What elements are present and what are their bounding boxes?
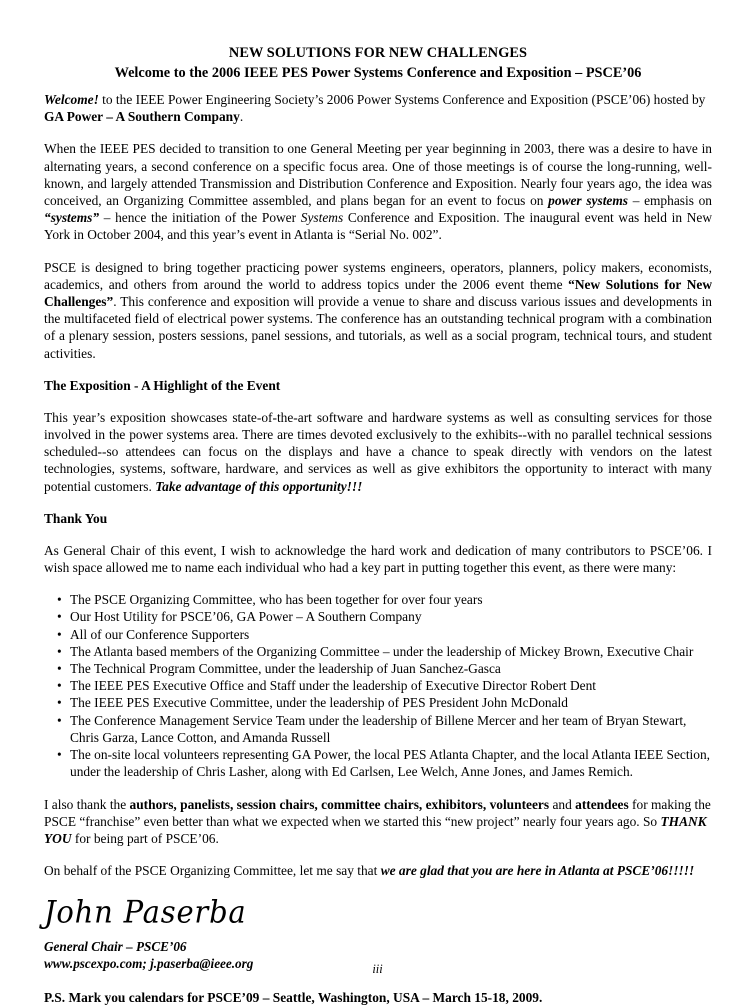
closing-text-c: for making the PSCE “franchise” even better than what we expected when we started this “new project” nearly four years ago. So: [44, 796, 711, 829]
exposition-text-a: This year’s exposition showcases state-of-the-art software and hardware systems as well as consulting services for those involved in the power systems area. There are times devoted exclusively to the exhibits--with no parallel technical sessions scheduled--so attendees can focus on the displays and have a chance to speak directly with vendors on the latest technologies, systems, software, hardware, and services as well as give exhibitors the opportunity to interact with many potential customers.: [44, 409, 712, 494]
welcome-lead: Welcome!: [44, 92, 99, 107]
closing-roles: authors, panelists, session chairs, committee chairs, exhibitors, volunteers: [129, 796, 550, 812]
list-item: • The Technical Program Committee, under the leadership of Juan Sanchez-Gasca: [44, 660, 712, 677]
paragraph-exposition: [44, 409, 712, 495]
heading-thank-you: Thank You: [44, 510, 108, 526]
list-item: • Our Host Utility for PSCE’06, GA Power – A Southern Company: [44, 608, 712, 625]
heading-exposition: The Exposition - A Highlight of the Event: [44, 377, 281, 393]
closing-text-b: and: [549, 796, 576, 812]
purpose-text-b: . This conference and exposition will provide a venue to share and discuss various issues and developments in the multifaceted field of electrical power systems. The conference has an outstanding technical program with a combination of a plenary session, posters sessions, panel sessions, and tutorials, as well as a social program, technical tours, and student activities.: [44, 294, 712, 361]
list-item: • The on-site local volunteers representing GA Power, the local PES Atlanta Chapter, and the local Atlanta IEEE Section, under the leadership of Chris Lasher, along with Ed Carlsen, Lee Welch, Anne Jones, and James Remich.: [44, 746, 712, 780]
paragraph-history: [44, 140, 712, 243]
list-item: • The PSCE Organizing Committee, who has been together for over four years: [44, 591, 712, 608]
list-item: • The Conference Management Service Team under the leadership of Billene Mercer and her team of Bryan Stewart, Chris Garza, Lance Cotton, and Amanda Russell: [44, 712, 712, 746]
history-text-c: – hence the initiation of the Power: [99, 210, 301, 226]
welcome-text-a: to the IEEE Power Engineering Society’s 2006 Power Systems Conference and Exposition (PSCE’06) hosted by: [98, 92, 706, 107]
closing-text-a: I also thank the: [44, 796, 130, 812]
signature-contact: www.pscexpo.com; j.paserba@ieee.org: [44, 955, 254, 971]
page-subtitle: Welcome to the 2006 IEEE PES Power Systems Conference and Exposition – PSCE’06: [114, 64, 642, 81]
paragraph-closing: [44, 796, 712, 848]
exposition-call-to-action: Take advantage of this opportunity!!!: [155, 478, 363, 494]
closing-attendees: attendees: [575, 796, 629, 812]
emphasis-power-systems: power systems: [548, 193, 628, 209]
paragraph-welcome: [44, 91, 712, 125]
history-text-d: Conference and Exposition. The inaugural event was held in New York in October 2004, and this year’s event in Atlanta is “Serial No. 002”.: [44, 210, 713, 243]
page-title: NEW SOLUTIONS FOR NEW CHALLENGES: [228, 45, 528, 61]
signature-role: General Chair – PSCE’06: [44, 939, 187, 955]
list-item: • All of our Conference Supporters: [44, 626, 712, 643]
list-item: • The IEEE PES Executive Office and Staff under the leadership of Executive Director Robert Dent: [44, 677, 712, 694]
paragraph-purpose: [44, 259, 712, 362]
purpose-text-a: PSCE is designed to bring together practicing power systems engineers, operators, planners, policy makers, economists, academics, and others from around the world to address topics under the 2006 event theme: [44, 259, 712, 292]
contributors-list: [44, 591, 712, 780]
emphasis-systems-quoted: “systems”: [44, 210, 100, 226]
behalf-text-a: On behalf of the PSCE Organizing Committee, let me say that: [44, 863, 381, 879]
host-company: GA Power – A Southern Company: [44, 109, 240, 125]
closing-text-d: for being part of PSCE’06.: [71, 830, 219, 846]
list-item: • The IEEE PES Executive Committee, under the leadership of PES President John McDonald: [44, 694, 712, 711]
signature-script: John Paserba: [44, 894, 247, 931]
emphasis-systems-italic: Systems: [300, 210, 344, 226]
paragraph-behalf: [44, 862, 712, 879]
welcome-text-b: .: [239, 109, 244, 125]
document-body: [44, 44, 712, 1006]
paragraph-thanks-intro: As General Chair of this event, I wish to acknowledge the hard work and dedication of many contributors to PSCE’06. I wish space allowed me to name each individual who had a key part in putting together this event, as there were many:: [44, 542, 712, 576]
list-item: • The Atlanta based members of the Organizing Committee – under the leadership of Mickey Brown, Executive Chair: [44, 643, 712, 660]
closing-thank-you-emphasis: THANK YOU: [44, 813, 707, 846]
event-theme: “New Solutions for New Challenges”: [44, 276, 712, 310]
history-text-b: – emphasis on: [628, 193, 712, 209]
history-text-a: When the IEEE PES decided to transition to one General Meeting per year beginning in 2003, there was a desire to have in alternating years, a second conference on a specific focus area. One of those meetings is of course the long-running, well-known, and largely attended Transmission and Distribution Conference and Exposition. Nearly four years ago, the idea was conceived, an Organizing Committee assembled, and plans began for an event to focus on: [44, 141, 712, 209]
postscript: P.S. Mark you calendars for PSCE’09 – Seattle, Washington, USA – March 15-18, 2009.: [44, 990, 543, 1006]
behalf-emphasis: we are glad that you are here in Atlanta at PSCE’06!!!!!: [380, 863, 695, 879]
page-number: iii: [372, 962, 383, 976]
